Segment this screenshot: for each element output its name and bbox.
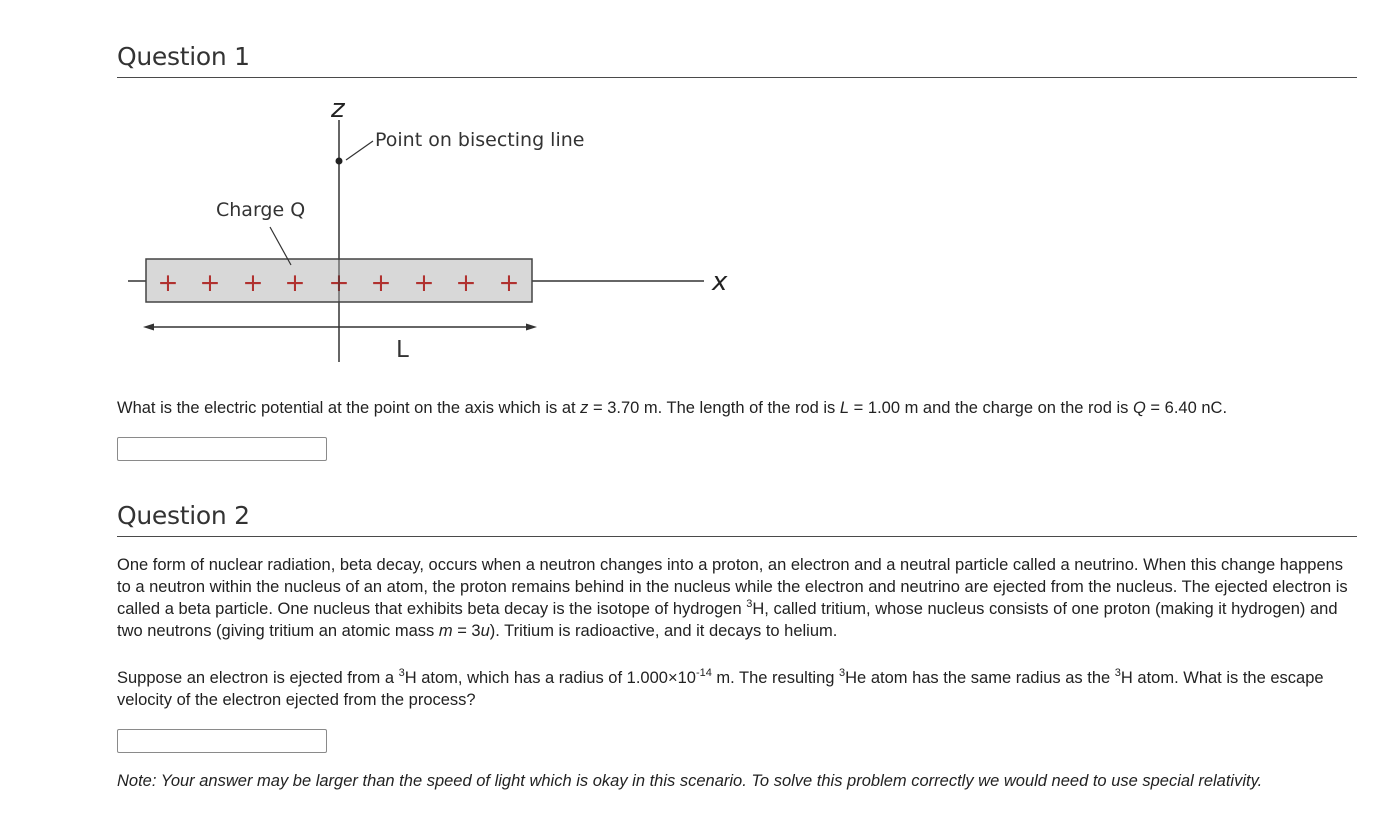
question-2-paragraph-1: One form of nuclear radiation, beta decay, occurs when a neutron changes into a proton, an electron and a neutral particle called a neutrino. When this change happens to a neutron within the nucleus of an atom, the proton remains behind in the nucleus while the electron and neutrino are ejected from the nucleus. The ejected electron is called a beta particle. One nucleus that exhibits beta decay is the isotope of hydrogen $^3$H, called tritium, whose nucleus consists of one proton (making it hydrogen) and two neutrons (giving tritium an atomic mass m = 3u). Tritium is radioactive, and it decays to helium. xyxy=(117,556,1348,640)
plus-sign: + xyxy=(370,268,392,297)
L-variable: L xyxy=(839,399,850,417)
question-2-answer-input[interactable] xyxy=(117,729,327,753)
plus-sign: + xyxy=(455,268,477,297)
u-variable: u xyxy=(480,622,490,640)
length-label: L xyxy=(396,337,409,363)
bisecting-point xyxy=(336,158,343,165)
plus-sign: + xyxy=(498,268,520,297)
question-2-paragraph-2: Suppose an electron is ejected from a $^3$H atom, which has a radius of $1.000\times 10^{-14}$ m. The resulting $^3$He atom has the same radius as the $^3$H atom. What is the escape velocity of the electron ejected from the process? xyxy=(117,667,1324,709)
z-axis-label: z xyxy=(331,94,345,124)
Q-variable: Q xyxy=(1133,399,1146,417)
plus-sign: + xyxy=(157,268,179,297)
plus-sign: + xyxy=(413,268,435,297)
question-2-note: Note: Your answer may be larger than the speed of light which is okay in this scenario. To solve this problem correctly we would need to use special relativity. xyxy=(117,772,1263,790)
m-variable: m xyxy=(438,622,453,640)
length-arrow-left-head xyxy=(143,324,154,331)
question-1-prompt: What is the electric potential at the point on the axis which is at z = 3.70 m. The length of the rod is L = 1.00 m and the charge on the rod is Q = 6.40 nC. xyxy=(117,399,1228,417)
plus-sign: + xyxy=(328,268,350,297)
charged-rod-diagram xyxy=(0,0,760,380)
question-2-title: Question 2 xyxy=(117,501,250,530)
length-arrow-right-head xyxy=(526,324,537,331)
charge-label: Charge Q xyxy=(216,199,306,221)
question-1-title: Question 1 xyxy=(117,42,250,71)
plus-sign: + xyxy=(199,268,221,297)
question-1-answer-input[interactable] xyxy=(117,437,327,461)
z-variable: z xyxy=(580,399,589,417)
point-label: Point on bisecting line xyxy=(375,129,585,151)
point-leader-line xyxy=(346,141,373,160)
plus-sign: + xyxy=(242,268,264,297)
question-2-divider xyxy=(117,536,1357,537)
plus-sign: + xyxy=(284,268,306,297)
x-axis-label: x xyxy=(712,267,728,297)
